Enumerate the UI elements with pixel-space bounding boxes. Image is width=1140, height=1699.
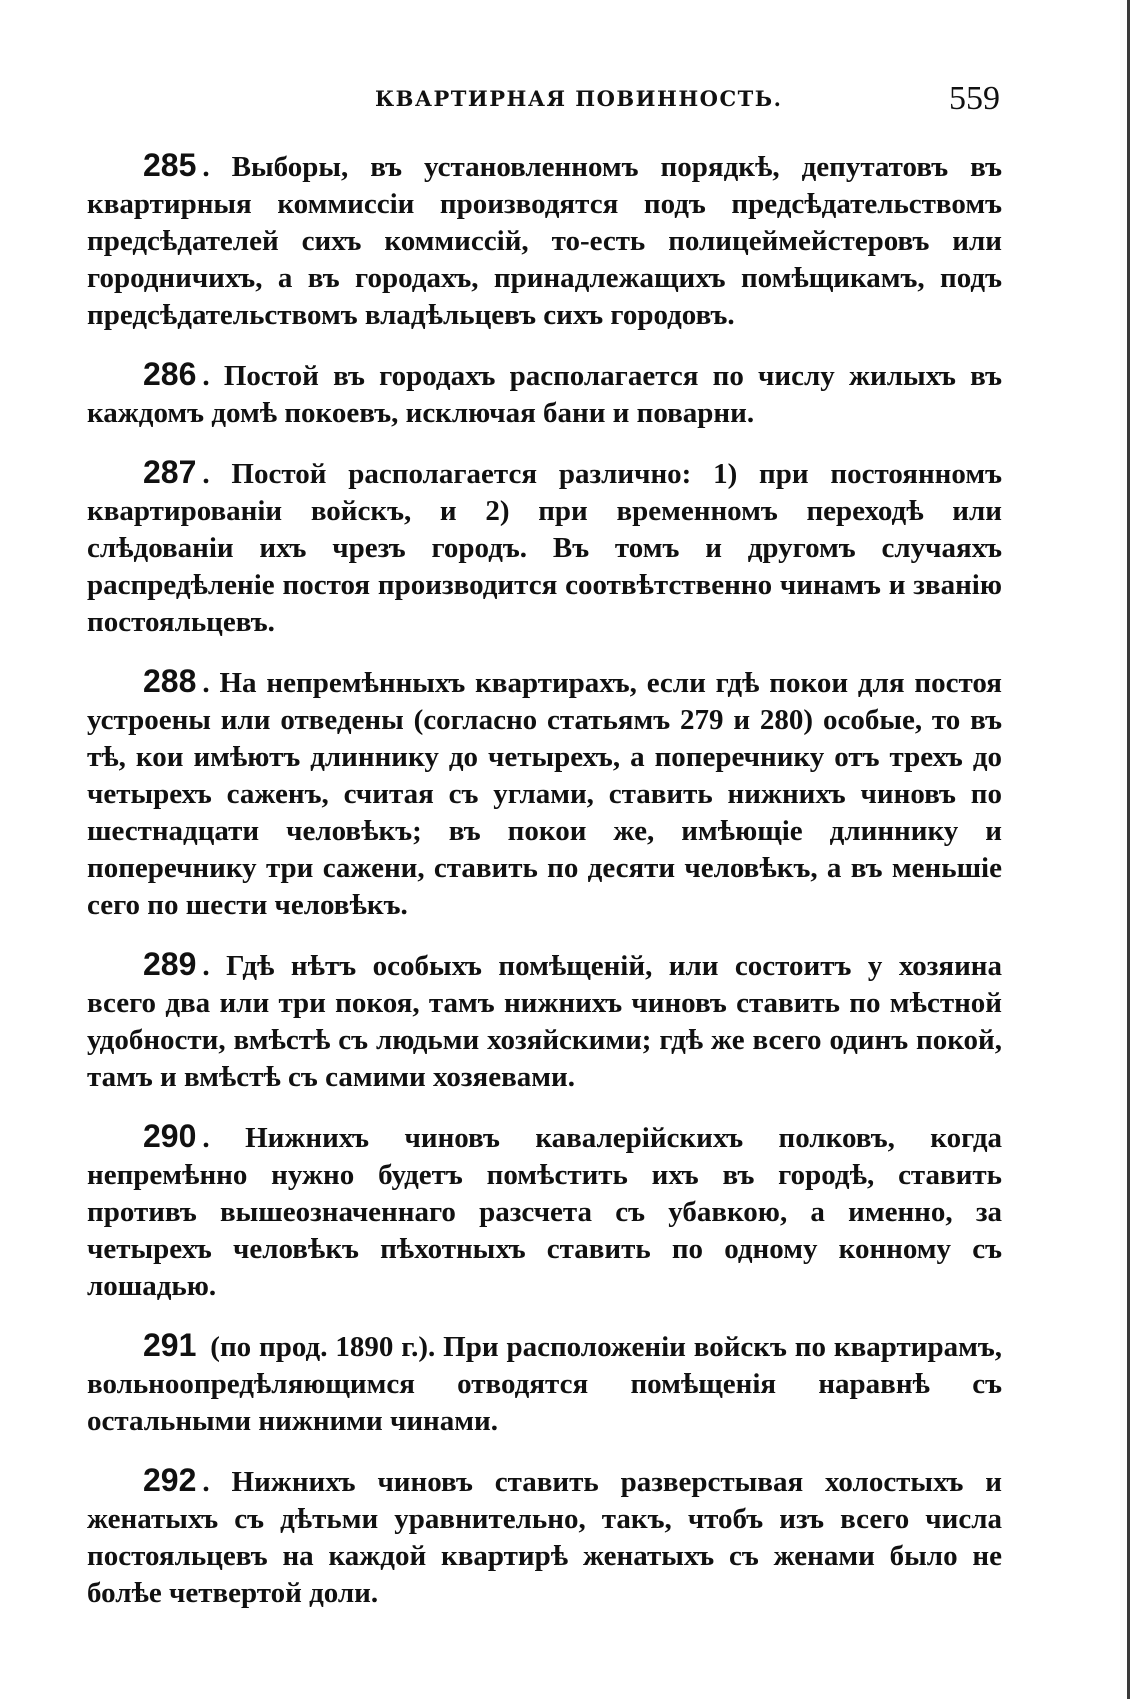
page-edge-line <box>1127 0 1130 1699</box>
article-292 <box>87 1462 1002 1612</box>
article-text: . Нижнихъ чиновъ кавалерійскихъ полковъ, когда непремѣнно нужно будетъ помѣстить ихъ въ городѣ, ставить противъ вышеозначеннаго разсчета съ убавкою, а именно, за четырехъ человѣкъ пѣхотныхъ ставить по одному конному съ лошадью. <box>87 1122 1002 1302</box>
articles-list <box>87 147 1002 1634</box>
article-287 <box>87 454 1002 641</box>
page-header <box>85 82 1000 122</box>
article-288 <box>87 663 1002 924</box>
article-text: . Нижнихъ чиновъ ставить разверстывая холостыхъ и женатыхъ съ дѣтьми уравнительно, такъ, чтобъ изъ всего числа постояльцевъ на каждой квартирѣ женатыхъ съ женами было не болѣе четвертой доли. <box>87 1466 1002 1609</box>
article-number: 289 <box>143 946 197 982</box>
article-text: . На непремѣнныхъ квартирахъ, если гдѣ покои для постоя устроены или отведены (согласно статьямъ 279 и 280) особые, то въ тѣ, кои имѣютъ длиннику до четырехъ, а поперечнику отъ трехъ до четырехъ саженъ, считая съ углами, ставить нижнихъ чиновъ по шестнадцати человѣкъ; въ покои же, имѣющіе длиннику и поперечнику три сажени, ставить по десяти человѣкъ, а въ меньшіе сего по шести человѣкъ. <box>87 667 1002 921</box>
article-number: 288 <box>143 663 197 699</box>
article-286 <box>87 356 1002 432</box>
article-text: (по прод. 1890 г.). При расположеніи войскъ по квартирамъ, вольноопредѣляющимся отводятся помѣщенія наравнѣ съ остальными нижними чинами. <box>87 1331 1002 1437</box>
article-text: . Выборы, въ установленномъ порядкѣ, депутатовъ въ квартирныя коммиссіи производятся подъ предсѣдательствомъ предсѣдателей сихъ коммиссій, то-есть полицеймейстеровъ или городничихъ, а въ городахъ, принадлежащихъ помѣщикамъ, подъ предсѣдательствомъ владѣльцевъ сихъ городовъ. <box>87 151 1002 331</box>
article-number: 292 <box>143 1462 197 1498</box>
article-number: 286 <box>143 356 197 392</box>
article-290 <box>87 1118 1002 1305</box>
article-number: 290 <box>143 1118 197 1154</box>
page-number: 559 <box>949 80 1000 117</box>
article-text: . Постой въ городахъ располагается по числу жилыхъ въ каждомъ домѣ покоевъ, исключая бани и поварни. <box>87 360 1002 429</box>
article-285 <box>87 147 1002 334</box>
running-title: КВАРТИРНАЯ ПОВИННОСТЬ. <box>375 86 783 111</box>
article-number: 285 <box>143 147 197 183</box>
article-number: 287 <box>143 454 197 490</box>
article-291 <box>87 1327 1002 1440</box>
article-text: . Гдѣ нѣтъ особыхъ помѣщеній, или состоитъ у хозяина всего два или три покоя, тамъ нижнихъ чиновъ ставить по мѣстной удобности, вмѣстѣ съ людьми хозяйскими; гдѣ же всего одинъ покой, тамъ и вмѣстѣ съ самими хозяевами. <box>87 950 1002 1093</box>
article-289 <box>87 946 1002 1096</box>
article-number: 291 <box>143 1327 197 1363</box>
article-text: . Постой располагается различно: 1) при постоянномъ квартированіи войскъ, и 2) при временномъ переходѣ или слѣдованіи ихъ чрезъ городъ. Въ томъ и другомъ случаяхъ распредѣленіе постоя производится соотвѣтственно чинамъ и званію постояльцевъ. <box>87 458 1002 638</box>
